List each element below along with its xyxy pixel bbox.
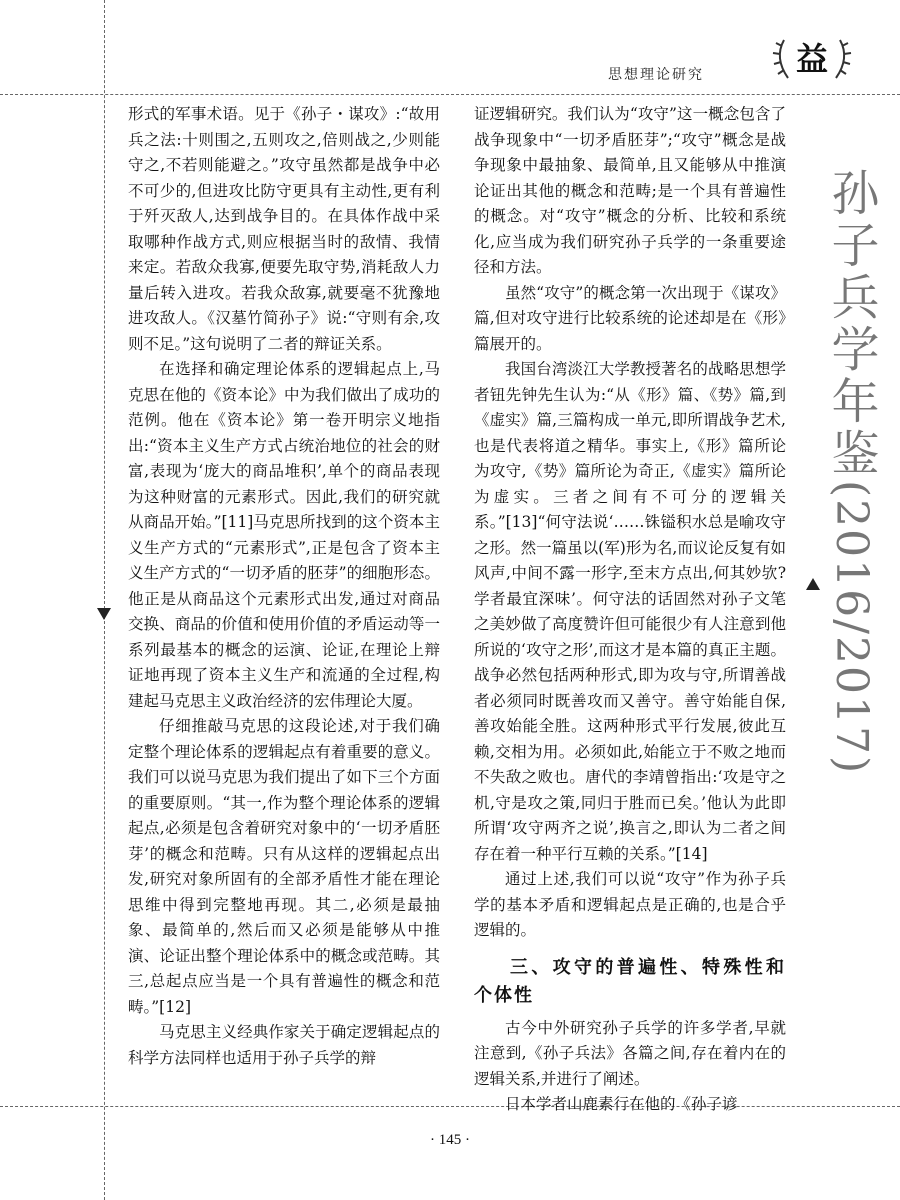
right-text-column [474, 102, 786, 1118]
paragraph: 古今中外研究孙子兵学的许多学者,早就注意到,《孙子兵法》各篇之间,存在着内在的逻辑关系,并进行了阐述。 [474, 1018, 786, 1088]
section-header: 思想理论研究 [608, 67, 704, 83]
paragraph: 证逻辑研究。我们认为“攻守”这一概念包含了战争现象中“一切矛盾胚芽”;“攻守”概念是战争现象中最抽象、最简单,且又能够从中推演论证出其他的概念和范畴;是一个具有普遍性的概念。对“攻守”概念的分析、比较和系统化,应当成为我们研究孙子兵学的一条重要途径和方法。 [474, 105, 786, 276]
left-text-column [128, 102, 440, 1071]
svg-text:益: 益 [795, 40, 829, 78]
paragraph: 我国台湾淡江大学教授著名的战略思想学者钮先钟先生认为:“从《形》篇、《势》篇,到《虚实》篇,三篇构成一单元,即所谓战争艺术,也是代表将道之精华。事实上,《形》篇所论为攻守,《势》篇所论为奇正,《虚实》篇所论为虚实。三者之间有不可分的逻辑关系。”[13]“何守法说‘……铢镒积水总是喻攻守之形。然一篇虽以(军)形为名,而议论反复有如风声,中间不露一形字,至末方点出,何其妙欤?学者最宜深味’。何守法的话固然对孙子文笔之美妙做了高度赞许但可能很少有人注意到他所说的‘攻守之形’,而这才是本篇的真正主题。战争必然包括两种形式,即为攻与守,所谓善战者必须同时既善攻而又善守。善守始能自保,善攻始能全胜。这两种形式平行发展,彼此互赖,交相为用。必须如此,始能立于不败之地而不失敌之败也。唐代的李靖曾指出:‘攻是守之机,守是攻之策,同归于胜而已矣。’他认为此即所谓‘攻守两齐之说’,换言之,即认为二者之间存在着一种平行互赖的关系。”[14] [474, 360, 786, 863]
paragraph: 虽然“攻守”的概念第一次出现于《谋攻》篇,但对攻守进行比较系统的论述却是在《形》篇展开的。 [474, 283, 786, 353]
paragraph: 在选择和确定理论体系的逻辑起点上,马克思在他的《资本论》中为我们做出了成功的范例。他在《资本论》第一卷开明宗义地指出:“资本主义生产方式占统治地位的社会的财富,表现为‘庞大的商品堆积’,单个的商品表现为这种财富的元素形式。因此,我们的研究就从商品开始。”[11]马克思所找到的这个资本主义生产方式的“元素形式”,正是包含了资本主义生产方式的“一切矛盾的胚芽”的细胞形态。他正是从商品这个元素形式出发,通过对商品交换、商品的价值和使用价值的矛盾运动等一系列最基本的概念的运演、论证,在理论上辩证地再现了资本主义生产和流通的全过程,构建起马克思主义政治经济的宏伟理论大厦。 [128, 360, 440, 710]
up-triangle-icon [806, 578, 820, 590]
section-heading: 三、攻守的普遍性、特殊性和个体性 [474, 956, 786, 1006]
page-number: · 145 · [430, 1132, 470, 1148]
side-title-main: 孙子兵学年鉴 [823, 168, 879, 480]
yearbook-side-title [823, 168, 886, 776]
paragraph: 马克思主义经典作家关于确定逻辑起点的科学方法同样也适用于孙子兵学的辩 [128, 1023, 440, 1067]
down-triangle-icon [97, 608, 111, 620]
side-title-year: (2016/2017) [826, 480, 877, 776]
paragraph: 仔细推敲马克思的这段论述,对于我们确定整个理论体系的逻辑起点有着重要的意义。我们可以说马克思为我们提出了如下三个方面的重要原则。“其一,作为整个理论体系的逻辑起点,必须是包含着研究对象中的‘一切矛盾胚芽’的概念和范畴。只有从这样的逻辑起点出发,研究对象所固有的全部矛盾性才能在理论思维中得到完整地再现。其二,必须是最抽象、最简单的,然后而又必须是能够从中推演、论证出整个理论体系中的概念或范畴。其三,总起点应当是一个具有普遍性的概念和范畴。”[12] [128, 717, 440, 1016]
paragraph: 日本学者山鹿素行在他的《孙子谚 [505, 1095, 738, 1113]
paragraph: 通过上述,我们可以说“攻守”作为孙子兵学的基本矛盾和逻辑起点是正确的,也是合乎逻辑的。 [474, 870, 786, 939]
top-cut-guide [0, 94, 900, 95]
left-cut-guide [104, 0, 105, 1200]
paragraph: 形式的军事术语。见于《孙子・谋攻》:“故用兵之法:十则围之,五则攻之,倍则战之,少则能守之,不若则能避之。”攻守虽然都是战争中必不可少的,但进攻比防守更具有主动性,更有利于歼灭敌人,达到战争目的。在具体作战中采取哪种作战方式,则应根据当时的敌情、我情来定。若敌众我寡,便要先取守势,消耗敌人力量后转入进攻。若我众敌寡,就要毫不犹豫地进攻敌人。《汉墓竹简孙子》说:“守则有余,攻则不足。”这句说明了二者的辩证关系。 [128, 105, 440, 353]
yearbook-logo-icon [770, 28, 854, 88]
